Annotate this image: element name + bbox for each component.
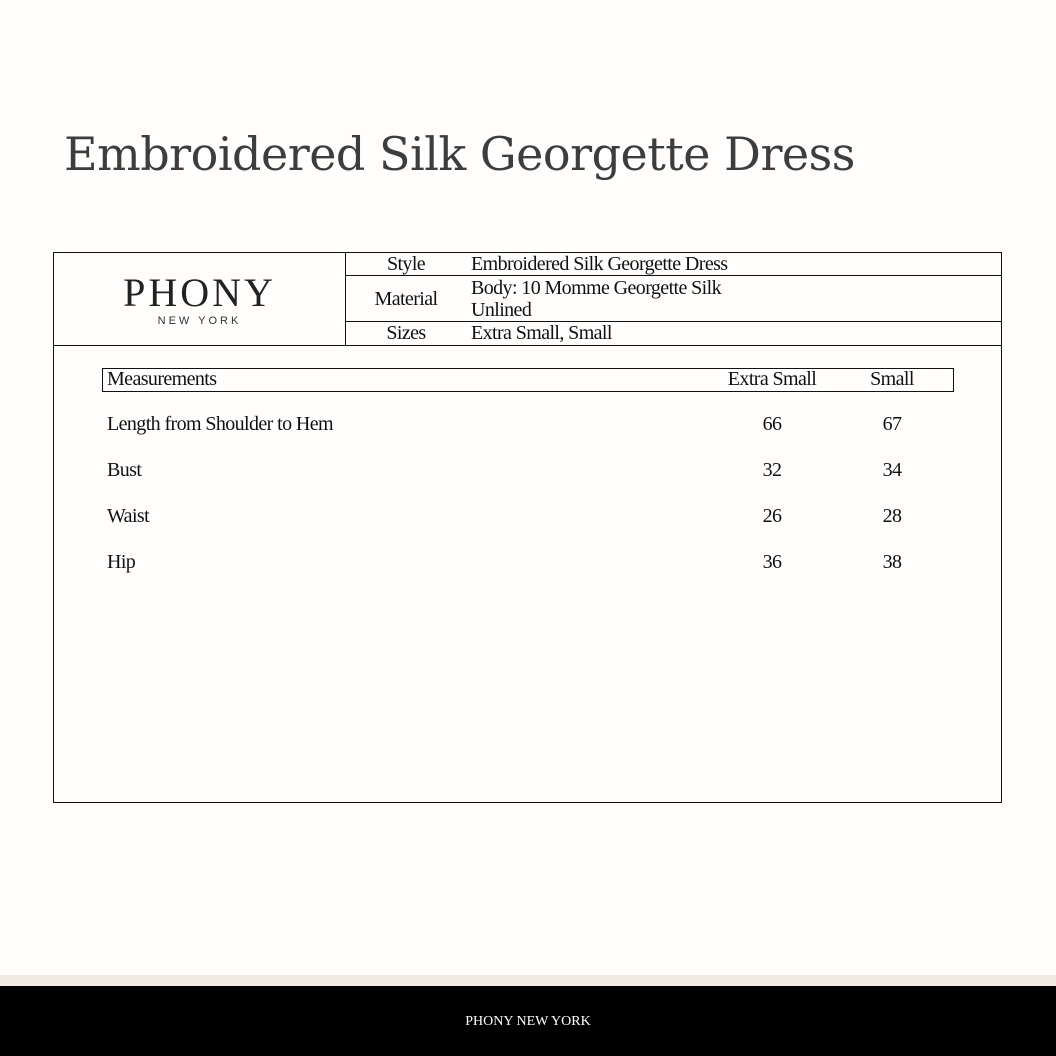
measurement-row-waist (103, 504, 953, 528)
brand-logo (54, 253, 346, 345)
style-label: Style (386, 253, 426, 275)
measurement-extra-small: 32 (762, 459, 782, 481)
sizes-row (346, 322, 1001, 345)
footer-brand-text: PHONY NEW YORK (465, 1014, 591, 1029)
logo-wordmark: PHONY (123, 270, 276, 315)
footer (0, 986, 1056, 1056)
material-row (346, 276, 1001, 322)
small-heading: Small (870, 368, 914, 390)
measurements-heading: Measurements (107, 368, 217, 390)
measurement-extra-small: 36 (762, 551, 782, 573)
page-title: Embroidered Silk Georgette Dress (64, 127, 855, 181)
measurement-name: Hip (107, 551, 136, 573)
measurements-header (102, 368, 954, 392)
measurement-extra-small: 66 (762, 413, 782, 435)
measurement-small: 34 (882, 459, 902, 481)
sizes-value: Extra Small, Small (471, 322, 612, 344)
spec-header (54, 253, 1001, 346)
spec-sheet (53, 252, 1002, 803)
material-line-2: Unlined (471, 299, 532, 321)
measurement-row-length (103, 412, 953, 436)
measurement-name: Waist (107, 505, 150, 527)
sizes-label: Sizes (386, 322, 426, 344)
measurement-small: 28 (882, 505, 902, 527)
style-value: Embroidered Silk Georgette Dress (471, 253, 728, 275)
extra-small-heading: Extra Small (727, 368, 817, 390)
footer-divider (0, 975, 1056, 986)
measurement-extra-small: 26 (762, 505, 782, 527)
logo-subtitle: NEW YORK (157, 315, 242, 327)
material-line-1: Body: 10 Momme Georgette Silk (471, 277, 721, 299)
measurement-name: Length from Shoulder to Hem (107, 413, 333, 435)
style-row (346, 253, 1001, 276)
measurement-name: Bust (107, 459, 142, 481)
measurement-small: 38 (882, 551, 902, 573)
material-label: Material (374, 288, 438, 310)
measurement-small: 67 (882, 413, 902, 435)
measurement-row-hip (103, 550, 953, 574)
measurement-row-bust (103, 458, 953, 482)
